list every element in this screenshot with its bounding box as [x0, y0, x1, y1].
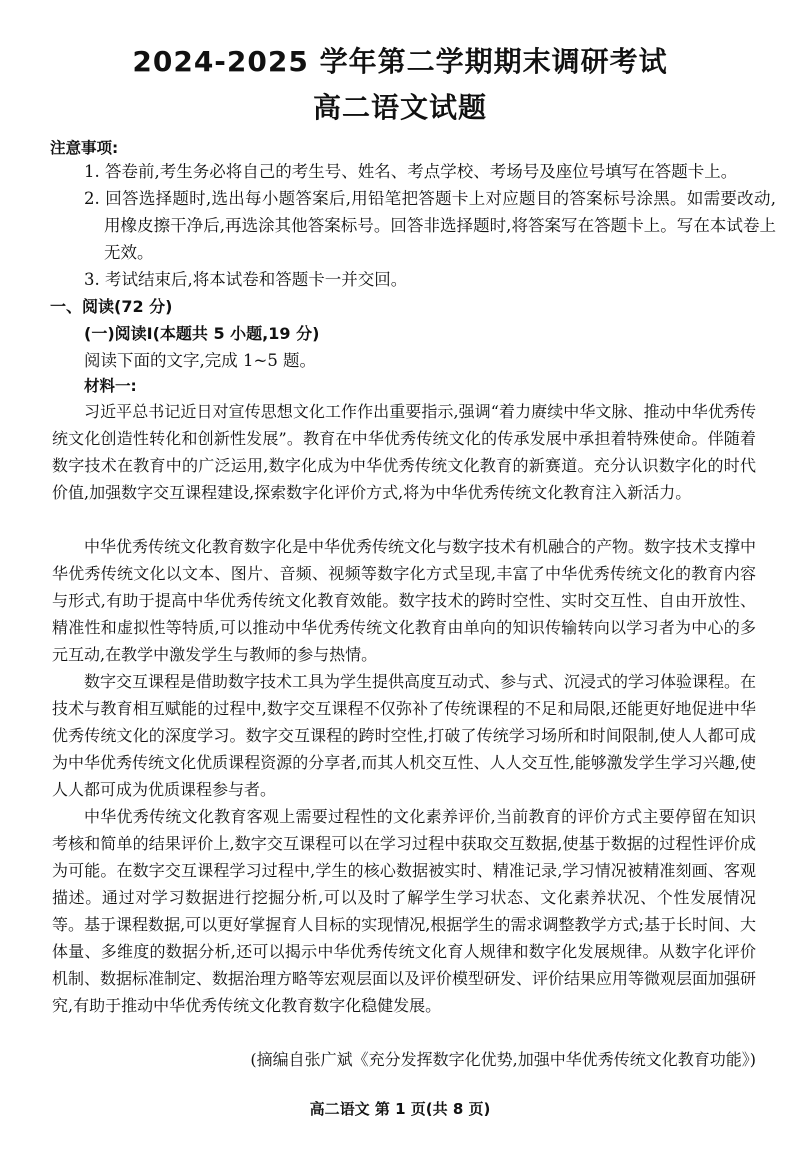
- section-subheading: (一)阅读Ⅰ(本题共 5 小题,19 分): [84, 324, 320, 343]
- material-label: 材料一:: [84, 377, 137, 395]
- material-paragraph: 习近平总书记近日对宣传思想文化工作作出重要指示,强调“着力赓续中华文脉、推动中华优秀传统文化创造性转化和创新性发展”。教育在中华优秀传统文化的传承发展中承担着特殊使命。伴随着数字技术在教育中的广泛运用,数字化成为中华优秀传统文化教育的新赛道。充分认识数字化的时代价值,加强数字交互课程建设,探索数字化评价方式,将为中华优秀传统文化教育注入新活力。: [52, 402, 756, 502]
- page-footer: 高二语文 第 1 页(共 8 页): [309, 1100, 491, 1118]
- note-item: 3. 考试结束后,将本试卷和答题卡一并交回。: [84, 270, 408, 289]
- section-instruction: 阅读下面的文字,完成 1~5 题。: [84, 351, 317, 370]
- material-source: (摘编自张广斌《充分发挥数字化优势,加强中华优秀传统文化教育功能》): [250, 1050, 756, 1069]
- exam-title: 2024-2025 学年第二学期期末调研考试: [132, 45, 668, 78]
- note-item: 1. 答卷前,考生务必将自己的考生号、姓名、考点学校、考场号及座位号填写在答题卡上。: [84, 162, 738, 181]
- material-paragraph: 中华优秀传统文化教育数字化是中华优秀传统文化与数字技术有机融合的产物。数字技术支撑中华优秀传统文化以文本、图片、音频、视频等数字化方式呈现,丰富了中华优秀传统文化的教育内容与形式,有助于提高中华优秀传统文化教育效能。数字技术的跨时空性、实时交互性、自由开放性、精准性和虚拟性等特质,可以推动中华优秀传统文化教育由单向的知识传输转向以学习者为中心的多元互动,在教学中激发学生与教师的参与热情。: [52, 537, 757, 664]
- section-heading: 一、阅读(72 分): [50, 297, 173, 316]
- note-item: 2. 回答选择题时,选出每小题答案后,用铅笔把答题卡上对应题目的答案标号涂黑。如需要改动,用橡皮擦干净后,再选涂其他答案标号。回答非选择题时,将答案写在答题卡上。写在本试卷上无效。: [84, 189, 776, 262]
- notes-heading: 注意事项:: [50, 139, 119, 157]
- material-paragraph: 中华优秀传统文化教育客观上需要过程性的文化素养评价,当前教育的评价方式主要停留在知识考核和简单的结果评价上,数字交互课程可以在学习过程中获取交互数据,使基于数据的过程性评价成为可能。在数字交互课程学习过程中,学生的核心数据被实时、精准记录,学习情况被精准刻画、客观描述。通过对学习数据进行挖掘分析,可以及时了解学生学习状态、文化素养状况、个性发展情况等。基于课程数据,可以更好掌握育人目标的实现情况,根据学生的需求调整教学方式;基于长时间、大体量、多维度的数据分析,还可以揭示中华优秀传统文化育人规律和数字化发展规律。从数字化评价机制、数据标准制定、数据治理方略等宏观层面以及评价模型研发、评价结果应用等微观层面加强研究,有助于推动中华优秀传统文化教育数字化稳健发展。: [52, 807, 757, 1015]
- material-paragraph: 数字交互课程是借助数字技术工具为学生提供高度互动式、参与式、沉浸式的学习体验课程。在技术与教育相互赋能的过程中,数字交互课程不仅弥补了传统课程的不足和局限,还能更好地促进中华优秀传统文化的深度学习。数字交互课程的跨时空性,打破了传统学习场所和时间限制,使人人都可成为中华优秀传统文化优质课程资源的分享者,而其人机交互性、人人交互性,能够激发学生学习兴趣,使人人都可成为优质课程参与者。: [52, 672, 757, 799]
- exam-subtitle: 高二语文试题: [312, 91, 487, 124]
